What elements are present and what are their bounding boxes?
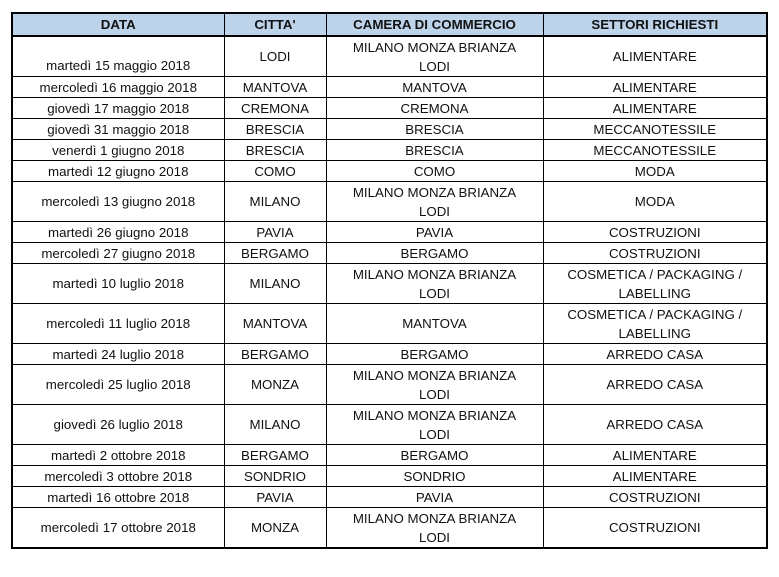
cell-citta-text: BERGAMO bbox=[241, 245, 309, 261]
cell-data-text: mercoledì 11 luglio 2018 bbox=[46, 316, 191, 331]
cell-settori-richiesti bbox=[543, 182, 767, 222]
table-row bbox=[12, 365, 767, 405]
cell-settori-richiesti-text: COSTRUZIONI bbox=[608, 520, 701, 535]
cell-citta bbox=[224, 487, 326, 508]
cell-data bbox=[12, 365, 224, 405]
cell-camera-di-commercio-text: MILANO MONZA BRIANZA LODI bbox=[352, 39, 517, 74]
cell-data-text: venerdì 1 giugno 2018 bbox=[52, 142, 185, 158]
cell-data-text: giovedì 31 maggio 2018 bbox=[47, 121, 190, 137]
cell-data-text: martedì 26 giugno 2018 bbox=[48, 224, 189, 240]
cell-camera-di-commercio-text: BERGAMO bbox=[400, 346, 469, 362]
table-row bbox=[12, 98, 767, 119]
cell-settori-richiesti-text: COSTRUZIONI bbox=[608, 245, 701, 261]
cell-data bbox=[12, 182, 224, 222]
cell-citta bbox=[224, 222, 326, 243]
cell-camera-di-commercio-text: MILANO MONZA BRIANZA LODI bbox=[352, 510, 517, 545]
cell-settori-richiesti bbox=[543, 466, 767, 487]
cell-settori-richiesti-text: MODA bbox=[634, 163, 675, 179]
cell-citta-text: COMO bbox=[254, 163, 296, 179]
cell-citta bbox=[224, 243, 326, 264]
cell-settori-richiesti bbox=[543, 508, 767, 549]
cell-citta bbox=[224, 182, 326, 222]
cell-data-text: martedì 15 maggio 2018 bbox=[46, 58, 191, 73]
table-body bbox=[12, 36, 767, 548]
cell-citta bbox=[224, 119, 326, 140]
cell-camera-di-commercio bbox=[326, 466, 543, 487]
cell-data-text: mercoledì 27 giugno 2018 bbox=[41, 245, 196, 261]
table-row bbox=[12, 304, 767, 344]
cell-settori-richiesti-text: COSTRUZIONI bbox=[608, 224, 701, 240]
cell-settori-richiesti-text: COSMETICA / PACKAGING / LABELLING bbox=[567, 306, 743, 341]
cell-citta bbox=[224, 304, 326, 344]
header-settori-richiesti: SETTORI RICHIESTI bbox=[543, 13, 767, 36]
cell-camera-di-commercio-text: PAVIA bbox=[415, 489, 454, 505]
cell-camera-di-commercio-text: MILANO MONZA BRIANZA LODI bbox=[352, 266, 517, 301]
cell-camera-di-commercio-text: BRESCIA bbox=[405, 121, 464, 137]
cell-camera-di-commercio bbox=[326, 77, 543, 98]
cell-settori-richiesti bbox=[543, 304, 767, 344]
cell-settori-richiesti bbox=[543, 243, 767, 264]
table-row bbox=[12, 445, 767, 466]
cell-citta bbox=[224, 140, 326, 161]
cell-citta-text: PAVIA bbox=[256, 224, 294, 240]
cell-camera-di-commercio-text: BERGAMO bbox=[400, 245, 469, 261]
table-row bbox=[12, 264, 767, 304]
cell-citta-text: PAVIA bbox=[256, 489, 294, 505]
cell-camera-di-commercio bbox=[326, 445, 543, 466]
cell-camera-di-commercio-text: MILANO MONZA BRIANZA LODI bbox=[352, 367, 517, 402]
cell-citta-text: BERGAMO bbox=[241, 346, 309, 362]
cell-settori-richiesti-text: ARREDO CASA bbox=[606, 417, 704, 432]
cell-camera-di-commercio-text: BRESCIA bbox=[405, 142, 464, 158]
cell-camera-di-commercio bbox=[326, 304, 543, 344]
table-row bbox=[12, 77, 767, 98]
cell-camera-di-commercio-text: MANTOVA bbox=[402, 79, 467, 95]
table-row bbox=[12, 222, 767, 243]
cell-camera-di-commercio-text: BERGAMO bbox=[400, 447, 469, 463]
cell-citta bbox=[224, 161, 326, 182]
cell-citta-text: MILANO bbox=[249, 194, 301, 209]
cell-citta-text: MANTOVA bbox=[242, 79, 308, 95]
cell-citta bbox=[224, 344, 326, 365]
cell-camera-di-commercio bbox=[326, 487, 543, 508]
cell-camera-di-commercio bbox=[326, 508, 543, 549]
cell-citta-text: MILANO bbox=[249, 276, 301, 291]
cell-settori-richiesti bbox=[543, 405, 767, 445]
cell-camera-di-commercio-text: SONDRIO bbox=[403, 468, 466, 484]
cell-data-text: martedì 12 giugno 2018 bbox=[48, 163, 189, 179]
cell-data bbox=[12, 243, 224, 264]
header-citta: CITTA' bbox=[224, 13, 326, 36]
cell-data bbox=[12, 140, 224, 161]
cell-citta-text: BRESCIA bbox=[245, 121, 305, 137]
cell-settori-richiesti-text: ALIMENTARE bbox=[612, 100, 697, 116]
cell-settori-richiesti bbox=[543, 365, 767, 405]
cell-settori-richiesti bbox=[543, 98, 767, 119]
cell-data-text: mercoledì 13 giugno 2018 bbox=[41, 194, 196, 209]
cell-citta-text: BRESCIA bbox=[245, 142, 305, 158]
cell-data-text: martedì 16 ottobre 2018 bbox=[47, 489, 190, 505]
cell-settori-richiesti bbox=[543, 140, 767, 161]
cell-camera-di-commercio bbox=[326, 405, 543, 445]
cell-citta bbox=[224, 508, 326, 549]
cell-camera-di-commercio bbox=[326, 222, 543, 243]
table-row bbox=[12, 487, 767, 508]
cell-camera-di-commercio-text: PAVIA bbox=[415, 224, 454, 240]
cell-settori-richiesti bbox=[543, 161, 767, 182]
cell-data bbox=[12, 344, 224, 365]
cell-data bbox=[12, 77, 224, 98]
cell-camera-di-commercio bbox=[326, 344, 543, 365]
cell-citta-text: BERGAMO bbox=[241, 447, 309, 463]
cell-settori-richiesti-text: COSMETICA / PACKAGING / LABELLING bbox=[567, 266, 743, 301]
cell-settori-richiesti-text: ALIMENTARE bbox=[612, 468, 697, 484]
cell-settori-richiesti bbox=[543, 222, 767, 243]
cell-data-text: martedì 2 ottobre 2018 bbox=[50, 447, 186, 463]
table-row bbox=[12, 508, 767, 549]
cell-citta-text: MILANO bbox=[249, 417, 301, 432]
cell-settori-richiesti-text: ARREDO CASA bbox=[606, 346, 704, 362]
header-data: DATA bbox=[12, 13, 224, 36]
cell-data bbox=[12, 405, 224, 445]
cell-camera-di-commercio bbox=[326, 98, 543, 119]
cell-citta-text: MANTOVA bbox=[242, 316, 308, 331]
cell-settori-richiesti-text: ALIMENTARE bbox=[612, 447, 697, 463]
cell-data-text: mercoledì 3 ottobre 2018 bbox=[44, 468, 193, 484]
cell-citta bbox=[224, 445, 326, 466]
cell-citta-text: CREMONA bbox=[241, 100, 309, 116]
header-camera-di-commercio: CAMERA DI COMMERCIO bbox=[326, 13, 543, 36]
cell-data bbox=[12, 119, 224, 140]
table-row bbox=[12, 140, 767, 161]
cell-citta bbox=[224, 98, 326, 119]
cell-citta bbox=[224, 264, 326, 304]
events-table bbox=[11, 12, 768, 549]
cell-data-text: mercoledì 17 ottobre 2018 bbox=[40, 520, 196, 535]
cell-settori-richiesti-text: MODA bbox=[634, 194, 675, 209]
cell-camera-di-commercio bbox=[326, 243, 543, 264]
cell-settori-richiesti bbox=[543, 119, 767, 140]
cell-camera-di-commercio bbox=[326, 119, 543, 140]
cell-data-text: martedì 24 luglio 2018 bbox=[52, 346, 185, 362]
cell-settori-richiesti-text: MECCANOTESSILE bbox=[593, 121, 717, 137]
table-row bbox=[12, 344, 767, 365]
cell-data bbox=[12, 445, 224, 466]
cell-settori-richiesti-text: COSTRUZIONI bbox=[608, 489, 701, 505]
table-row bbox=[12, 466, 767, 487]
cell-camera-di-commercio-text: COMO bbox=[413, 163, 456, 179]
cell-settori-richiesti bbox=[543, 487, 767, 508]
cell-data bbox=[12, 487, 224, 508]
cell-data bbox=[12, 264, 224, 304]
cell-data-text: martedì 10 luglio 2018 bbox=[52, 276, 185, 291]
cell-citta bbox=[224, 365, 326, 405]
cell-data bbox=[12, 304, 224, 344]
table-row bbox=[12, 182, 767, 222]
cell-citta bbox=[224, 466, 326, 487]
cell-citta-text: MONZA bbox=[250, 377, 299, 392]
cell-settori-richiesti bbox=[543, 36, 767, 77]
cell-data-text: mercoledì 16 maggio 2018 bbox=[39, 79, 197, 95]
cell-data bbox=[12, 508, 224, 549]
cell-camera-di-commercio-text: MILANO MONZA BRIANZA LODI bbox=[352, 407, 517, 442]
cell-settori-richiesti bbox=[543, 445, 767, 466]
table-header bbox=[12, 13, 767, 36]
cell-citta-text: SONDRIO bbox=[243, 468, 307, 484]
cell-camera-di-commercio bbox=[326, 161, 543, 182]
cell-settori-richiesti bbox=[543, 344, 767, 365]
cell-settori-richiesti bbox=[543, 77, 767, 98]
table-row bbox=[12, 405, 767, 445]
cell-settori-richiesti-text: MECCANOTESSILE bbox=[593, 142, 717, 158]
cell-data bbox=[12, 36, 224, 77]
cell-camera-di-commercio-text: MANTOVA bbox=[402, 316, 467, 331]
cell-camera-di-commercio-text: CREMONA bbox=[400, 100, 469, 116]
cell-data bbox=[12, 466, 224, 487]
table-row bbox=[12, 161, 767, 182]
cell-data-text: mercoledì 25 luglio 2018 bbox=[45, 377, 191, 392]
cell-camera-di-commercio bbox=[326, 264, 543, 304]
table-row bbox=[12, 36, 767, 77]
cell-citta-text: MONZA bbox=[250, 520, 299, 535]
cell-camera-di-commercio-text: MILANO MONZA BRIANZA LODI bbox=[352, 184, 517, 219]
cell-data bbox=[12, 222, 224, 243]
cell-citta bbox=[224, 77, 326, 98]
cell-data bbox=[12, 161, 224, 182]
table-row bbox=[12, 243, 767, 264]
cell-citta bbox=[224, 405, 326, 445]
cell-settori-richiesti-text: ARREDO CASA bbox=[606, 377, 704, 392]
cell-data-text: giovedì 26 luglio 2018 bbox=[53, 417, 183, 432]
cell-citta bbox=[224, 36, 326, 77]
cell-settori-richiesti bbox=[543, 264, 767, 304]
cell-camera-di-commercio bbox=[326, 140, 543, 161]
cell-settori-richiesti-text: ALIMENTARE bbox=[612, 49, 697, 64]
cell-data-text: giovedì 17 maggio 2018 bbox=[47, 100, 190, 116]
cell-camera-di-commercio bbox=[326, 365, 543, 405]
header-row bbox=[12, 13, 767, 36]
cell-data bbox=[12, 98, 224, 119]
cell-camera-di-commercio bbox=[326, 182, 543, 222]
cell-camera-di-commercio bbox=[326, 36, 543, 77]
table-row bbox=[12, 119, 767, 140]
cell-citta-text: LODI bbox=[259, 49, 291, 64]
cell-settori-richiesti-text: ALIMENTARE bbox=[612, 79, 697, 95]
